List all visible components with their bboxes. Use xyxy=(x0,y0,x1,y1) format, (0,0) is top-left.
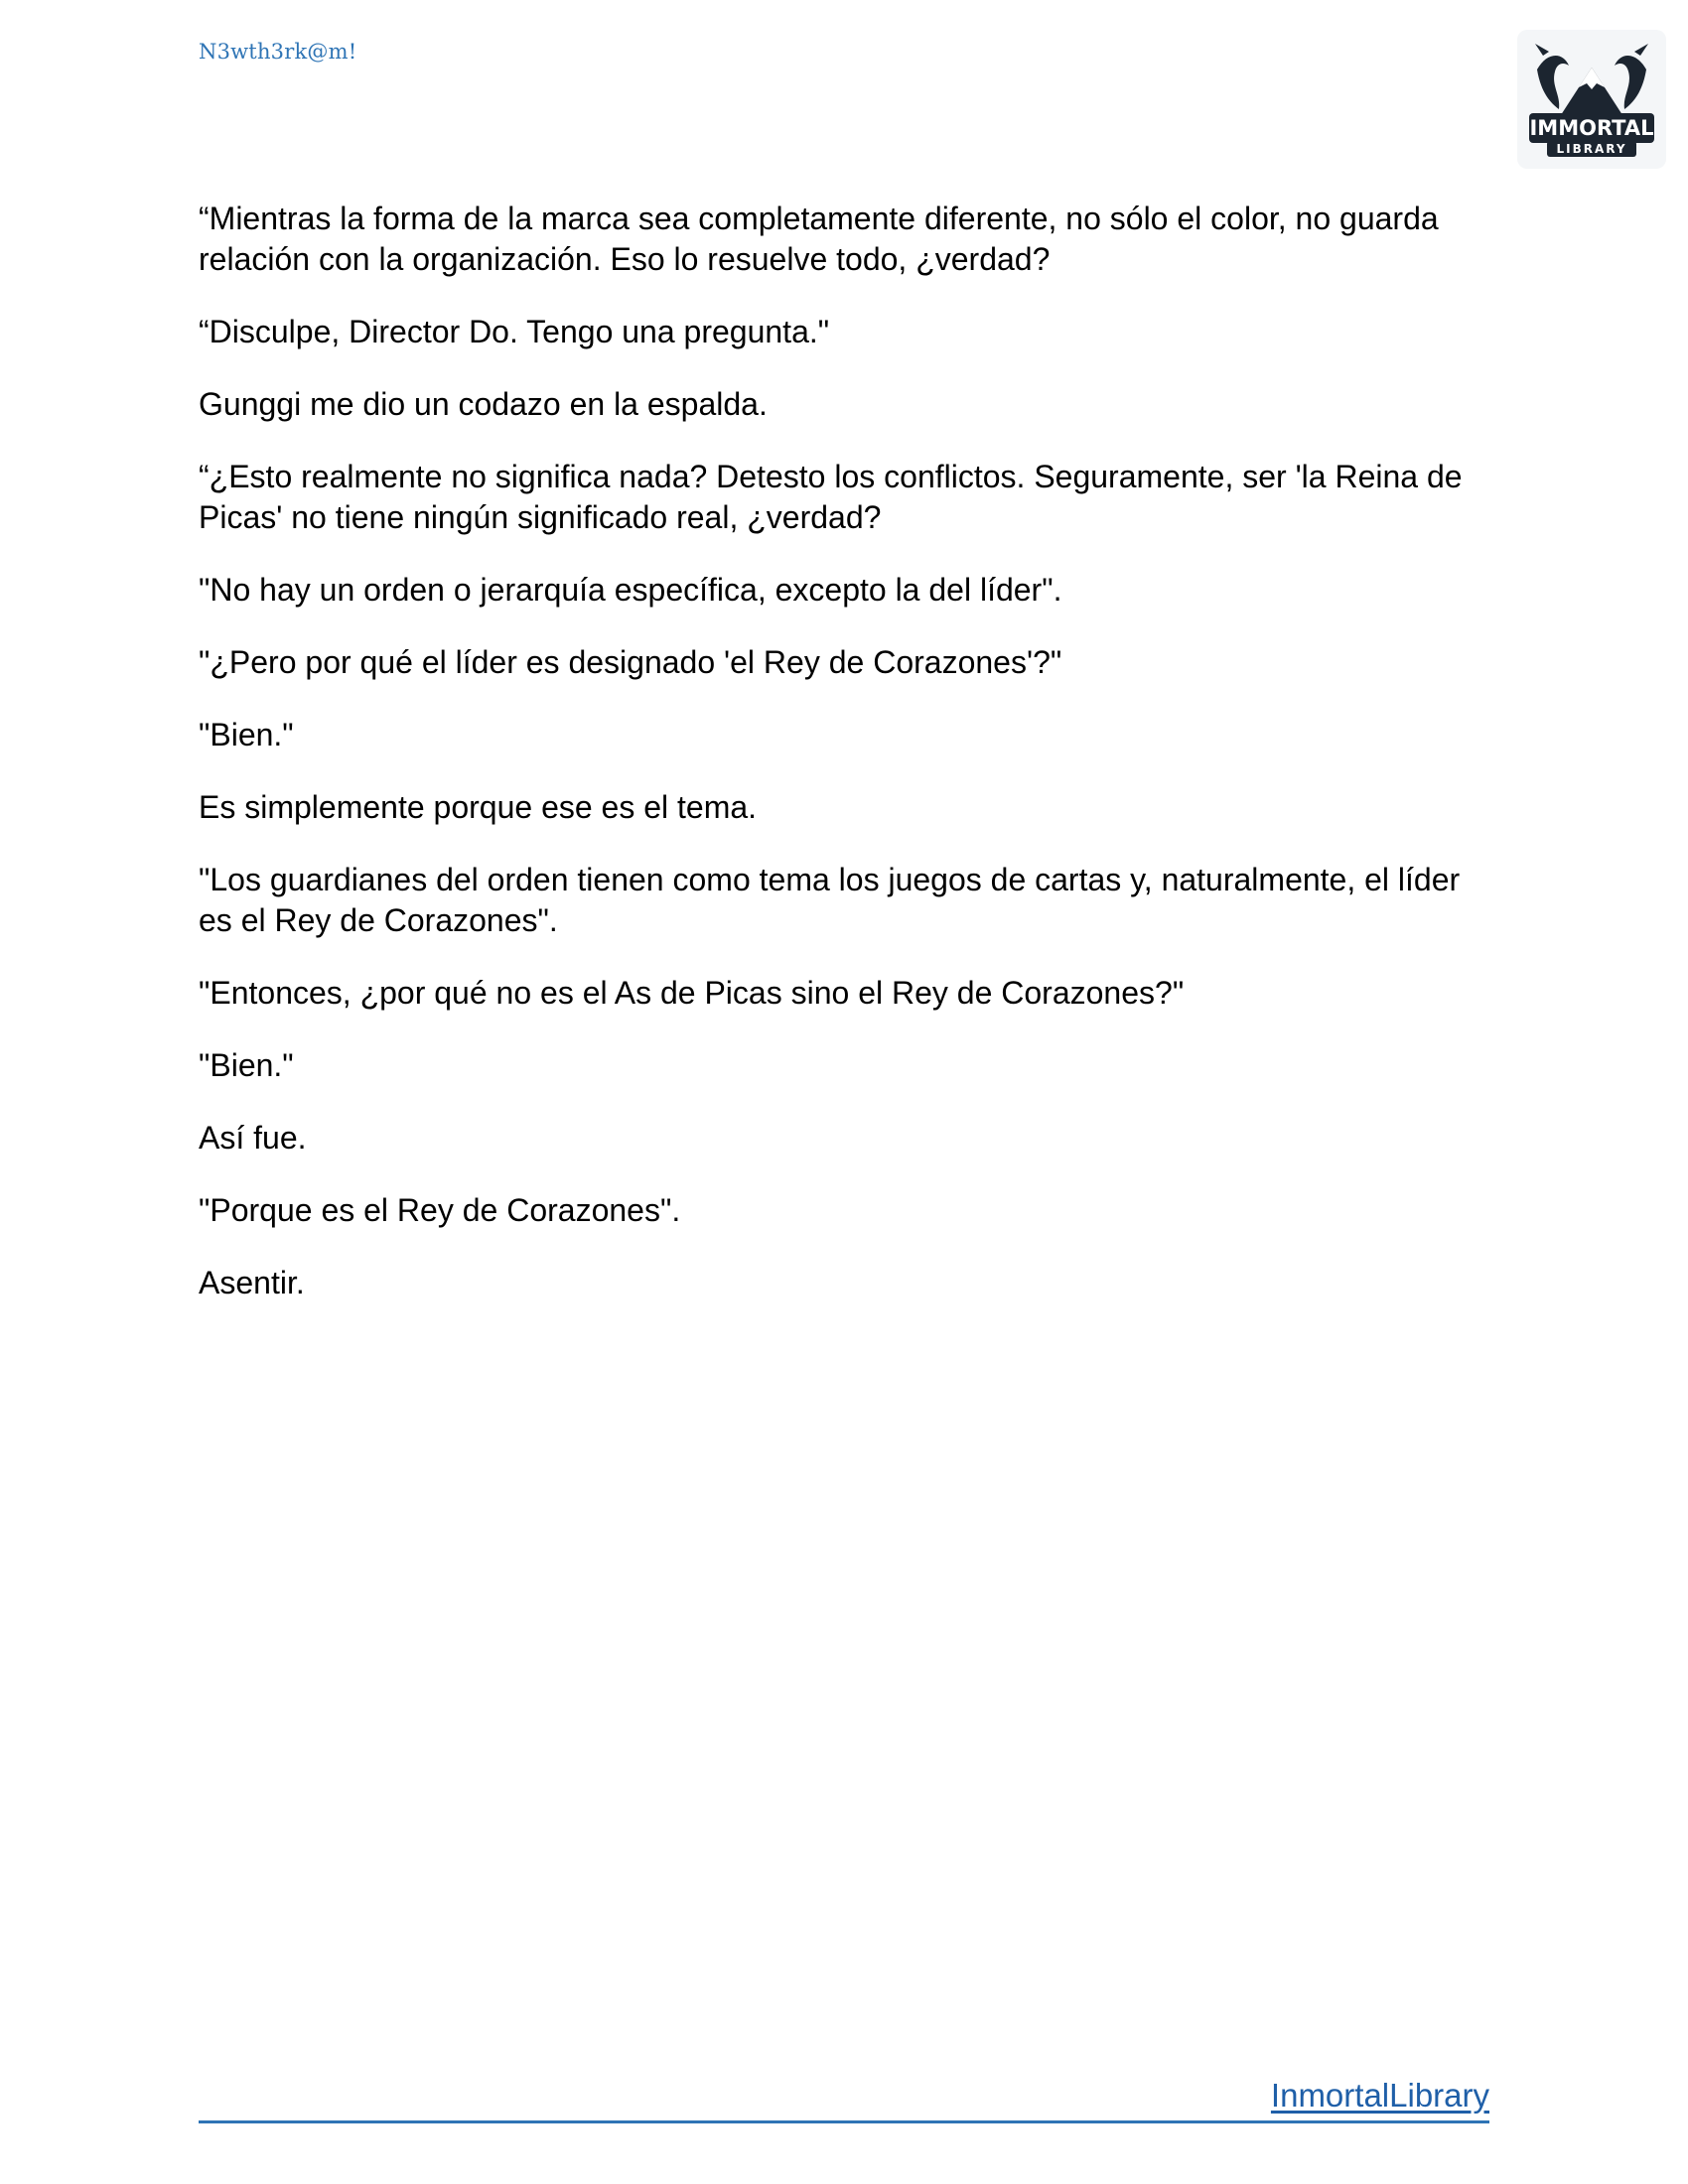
paragraph: "¿Pero por qué el líder es designado 'el Rey de Corazones'?" xyxy=(199,644,1062,680)
paragraph: “Disculpe, Director Do. Tengo una pregunta." xyxy=(199,314,830,349)
paragraph: "Bien." xyxy=(199,717,294,752)
immortal-library-logo xyxy=(1517,30,1666,169)
paragraph: "Bien." xyxy=(199,1047,294,1083)
paragraph: "No hay un orden o jerarquía específica, excepto la del líder". xyxy=(199,572,1062,608)
paragraph: Es simplemente porque ese es el tema. xyxy=(199,789,758,825)
paragraph: “¿Esto realmente no significa nada? Detesto los conflictos. Seguramente, ser 'la Reina de Picas' no tiene ningún significado real, ¿verdad? xyxy=(199,459,1463,535)
logo-text-top: IMMORTAL xyxy=(1529,116,1654,140)
paragraph: Asentir. xyxy=(199,1265,305,1300)
footer-library-link[interactable]: InmortalLibrary xyxy=(1270,2077,1489,2114)
document-body xyxy=(199,199,1489,1335)
paragraph: "Entonces, ¿por qué no es el As de Picas sino el Rey de Corazones?" xyxy=(199,975,1185,1011)
header-watermark-text: N3wth3rk@m! xyxy=(199,40,357,64)
paragraph: Así fue. xyxy=(199,1120,307,1156)
paragraph: Gunggi me dio un codazo en la espalda. xyxy=(199,386,768,422)
footer-divider xyxy=(199,2120,1489,2123)
logo-text-bottom: LIBRARY xyxy=(1556,142,1627,156)
paragraph: "Porque es el Rey de Corazones". xyxy=(199,1192,681,1228)
paragraph: “Mientras la forma de la marca sea completamente diferente, no sólo el color, no guarda relación con la organización. Eso lo resuelve todo, ¿verdad? xyxy=(199,201,1439,277)
paragraph: "Los guardianes del orden tienen como tema los juegos de cartas y, naturalmente, el líder es el Rey de Corazones". xyxy=(199,862,1461,938)
